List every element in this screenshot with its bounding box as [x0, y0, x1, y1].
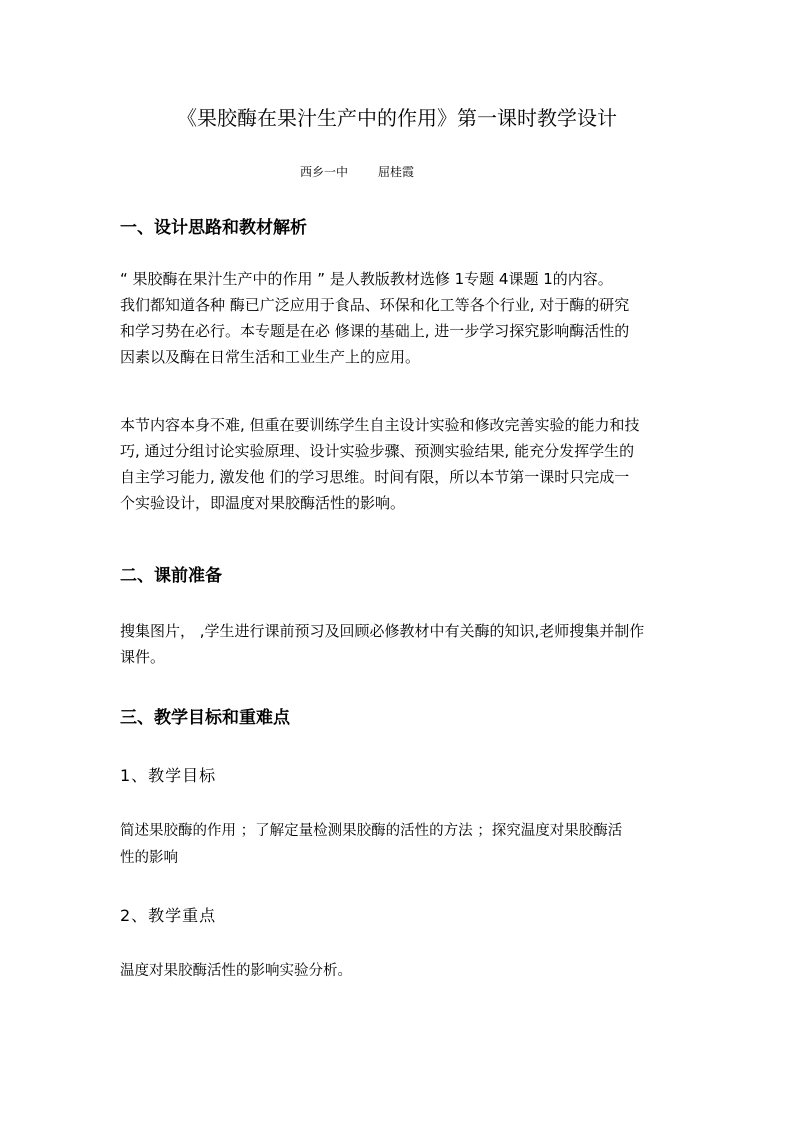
document-title: 《果胶酶在果汁生产中的作用》第一课时教学设计 — [177, 106, 617, 130]
paragraph-line: 课件。 — [120, 648, 166, 666]
paragraph-line: 个实验设计，即温度对果胶酶活性的影响。 — [120, 494, 406, 512]
author-name: 屈桂霞 — [378, 165, 415, 179]
subsection-key-points-paragraph — [120, 958, 680, 985]
paragraph-line: 因素以及酶在日常生活和工业生产上的应用。 — [120, 348, 421, 366]
section-design-paragraph-2 — [120, 412, 680, 516]
author-line — [300, 164, 414, 180]
section-heading-design: 一、设计思路和教材解析 — [120, 218, 307, 238]
paragraph-line: 我们都知道各种 酶已广泛应用于食品、环保和化工等各个行业, 对于酶的研究 — [120, 296, 630, 314]
section-heading-preparation: 二、课前准备 — [120, 566, 222, 586]
subsection-objectives-paragraph — [120, 818, 680, 872]
author-school: 西乡一中 — [300, 165, 349, 179]
paragraph-line: 本节内容本身不难, 但重在要训练学生自主设计实验和修改完善实验的能力和技 — [120, 416, 640, 434]
subsection-heading-objectives: 1、教学目标 — [120, 766, 217, 785]
paragraph-line: 搜集图片， ,学生进行课前预习及回顾必修教材中有关酶的知识,老师搜集并制作 — [120, 622, 645, 640]
paragraph-line: 和学习势在必行。本专题是在必 修课的基础上, 进一步学习探究影响酶活性的 — [120, 322, 630, 340]
paragraph-line: 简述果胶酶的作用 ；了解定量检测果胶酶的活性的方法 ；探究温度对果胶酶活 — [120, 823, 623, 839]
paragraph-line: 性的影响 — [120, 850, 178, 866]
paragraph-line: 巧, 通过分组讨论实验原理、设计实验步骤、预测实验结果, 能充分发挥学生的 — [120, 442, 635, 460]
paragraph-line: 自主学习能力, 激发他 们的学习思维。时间有限，所以本节第一课时只完成一 — [120, 468, 630, 486]
section-heading-objectives: 三、教学目标和重难点 — [120, 708, 290, 728]
subsection-heading-key-points: 2、教学重点 — [120, 906, 217, 925]
paragraph-line: 温度对果胶酶活性的影响实验分析。 — [120, 963, 352, 979]
section-preparation-paragraph — [120, 618, 680, 670]
section-design-paragraph-1 — [120, 266, 680, 370]
paragraph-line: “ 果胶酶在果汁生产中的作用 ” 是人教版教材选修 1专题 4课题 1的内容。 — [120, 270, 613, 288]
